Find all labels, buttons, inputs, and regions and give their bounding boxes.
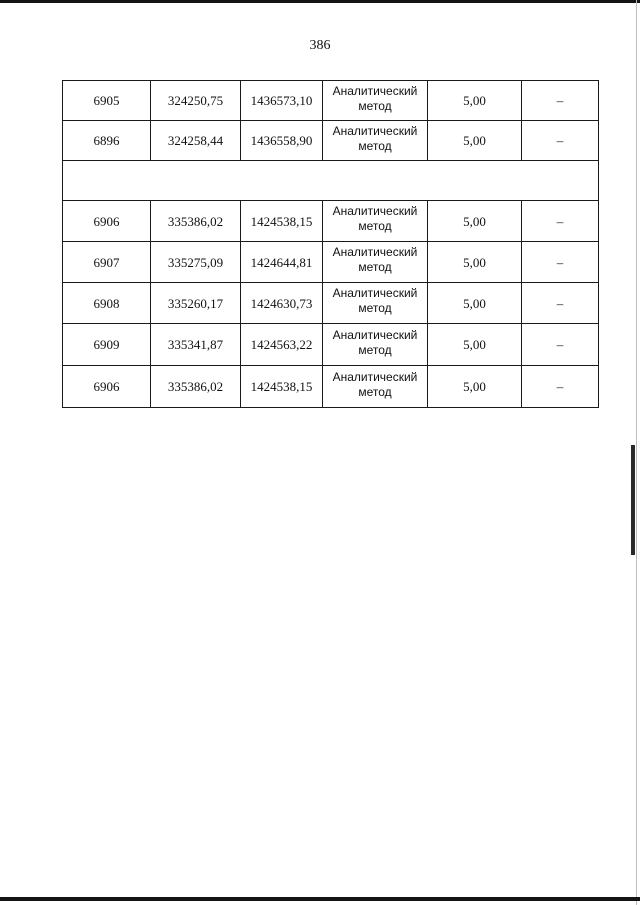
table-row <box>63 324 599 366</box>
table-row <box>63 81 599 121</box>
scan-edge-top <box>0 0 640 3</box>
method-text: Аналитический метод <box>332 83 418 113</box>
scan-edge-right-line <box>636 0 637 905</box>
note-cell: – <box>522 283 599 324</box>
coordinates-table <box>62 80 599 408</box>
coordinate-1-cell: 335386,02 <box>151 366 241 408</box>
table-row <box>63 201 599 242</box>
point-number-cell: 6909 <box>63 324 151 366</box>
coordinate-1-cell: 335386,02 <box>151 201 241 242</box>
note-cell: – <box>522 81 599 121</box>
method-text: Аналитический метод <box>332 286 418 315</box>
accuracy-cell: 5,00 <box>428 283 522 324</box>
accuracy-cell: 5,00 <box>428 242 522 283</box>
method-cell <box>323 242 428 283</box>
coordinate-1-cell: 335341,87 <box>151 324 241 366</box>
scan-edge-right <box>631 445 635 555</box>
method-text: Аналитический метод <box>332 245 418 274</box>
coordinate-1-cell: 324250,75 <box>151 81 241 121</box>
method-text: Аналитический метод <box>332 369 418 399</box>
table-row <box>63 283 599 324</box>
coordinate-1-cell: 324258,44 <box>151 121 241 161</box>
table-row <box>63 121 599 161</box>
accuracy-cell: 5,00 <box>428 121 522 161</box>
coordinate-2-cell: 1424644,81 <box>241 242 323 283</box>
coordinate-2-cell: 1436573,10 <box>241 81 323 121</box>
blank-separator-row <box>63 161 599 201</box>
coordinate-1-cell: 335275,09 <box>151 242 241 283</box>
method-cell <box>323 81 428 121</box>
point-number-cell: 6905 <box>63 81 151 121</box>
method-cell <box>323 283 428 324</box>
coordinate-2-cell: 1436558,90 <box>241 121 323 161</box>
note-cell: – <box>522 121 599 161</box>
method-cell <box>323 366 428 408</box>
coordinate-1-cell: 335260,17 <box>151 283 241 324</box>
accuracy-cell: 5,00 <box>428 201 522 242</box>
blank-separator-cell <box>63 161 599 201</box>
page-number: 386 <box>309 38 331 53</box>
table-row <box>63 366 599 408</box>
point-number-cell: 6896 <box>63 121 151 161</box>
method-text: Аналитический метод <box>332 204 418 233</box>
note-cell: – <box>522 366 599 408</box>
coordinate-2-cell: 1424630,73 <box>241 283 323 324</box>
coordinate-2-cell: 1424538,15 <box>241 366 323 408</box>
method-cell <box>323 201 428 242</box>
point-number-cell: 6908 <box>63 283 151 324</box>
table-row <box>63 242 599 283</box>
point-number-cell: 6907 <box>63 242 151 283</box>
accuracy-cell: 5,00 <box>428 366 522 408</box>
coordinate-2-cell: 1424538,15 <box>241 201 323 242</box>
accuracy-cell: 5,00 <box>428 81 522 121</box>
note-cell: – <box>522 242 599 283</box>
point-number-cell: 6906 <box>63 201 151 242</box>
note-cell: – <box>522 201 599 242</box>
scan-edge-bottom <box>0 897 640 901</box>
coordinate-2-cell: 1424563,22 <box>241 324 323 366</box>
method-cell <box>323 121 428 161</box>
point-number-cell: 6906 <box>63 366 151 408</box>
method-text: Аналитический метод <box>332 327 418 357</box>
method-text: Аналитический метод <box>332 123 418 153</box>
accuracy-cell: 5,00 <box>428 324 522 366</box>
method-cell <box>323 324 428 366</box>
note-cell: – <box>522 324 599 366</box>
